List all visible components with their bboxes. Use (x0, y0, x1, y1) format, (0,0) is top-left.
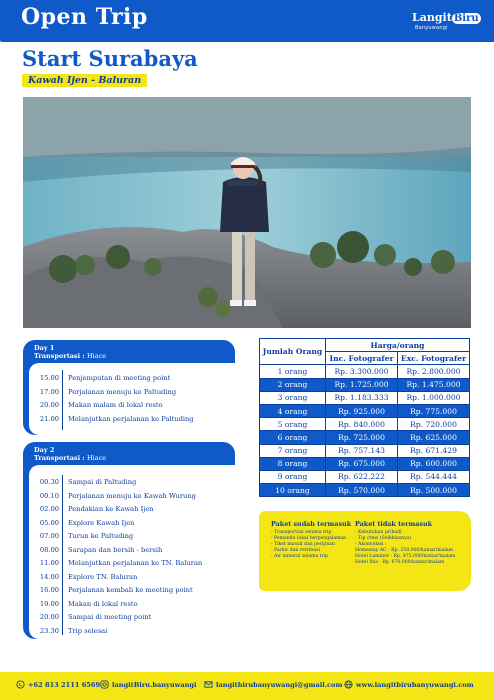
list-item: - Tip crew (Seikhlasnya) (355, 536, 412, 541)
route-badge: Kawah Ijen - Baluran (22, 74, 147, 87)
phone-contact[interactable] (16, 680, 100, 689)
list-item: - Transportasi selama trip (271, 530, 332, 535)
mail-icon (204, 680, 213, 689)
table-row: 1 orang Rp. 3.300.000 Rp. 2.800.000 (260, 365, 470, 378)
table-row: 3 orang Rp. 1.183.333 Rp. 1.000.000 (260, 391, 470, 404)
list-item: Hotel Luminor - Rp. 475.000/kamar/malam (355, 554, 456, 559)
list-item: Hotel Ibis - Rp. 670.000/kamar/malam (355, 560, 445, 565)
day-2-card (23, 442, 235, 639)
instagram-handle: langitBiru.banyuwangi (112, 680, 197, 689)
list-item: - Akomodasi : (355, 542, 387, 547)
logo-badge: Biru (453, 13, 479, 24)
list-item: - Pemandu lokal berpengalaman (271, 536, 347, 541)
day-2-schedule: 00.30 Sampai di Paltuding 00.10 Perjalanan menuju ke Kawah Wurung 02.00 Pendakian ke Kawah Ijen 05.00 Explore Kawah Ijen 07.00 Turun ke Paltuding 08.00 Sarapan dan bersih - bersih 11.00 Melanjutkan perjalanan ke TN. Baluran 14.00 Explore TN. Baluran 16.00 Perjalanan kembali ke meeting point 19.00 Makan di lokal resto 20.00 Sampai di meeting point 23.30 Trip selesai (29, 465, 235, 639)
col-people-header: Jumlah Orang (260, 339, 326, 365)
day-1-header (34, 344, 106, 360)
table-row: 7 orang Rp. 757.143 Rp. 671.429 (260, 444, 470, 457)
day-2-header (34, 446, 106, 462)
traveler-at-crater-lake-photo (23, 97, 471, 328)
day-1-transport-value: Hiace (86, 352, 107, 360)
list-item: - Kebutuhan pribadi (355, 530, 402, 535)
header-bar (0, 0, 494, 42)
globe-icon (344, 680, 353, 689)
footer-bar (0, 672, 494, 700)
day-2-label: Day 2 (34, 446, 55, 454)
page-title: Open Trip (21, 4, 148, 30)
table-row: 2 orang Rp. 1.725.000 Rp. 1.475.000 (260, 378, 470, 391)
start-city-title: Start Surabaya (22, 46, 198, 71)
col-inc-header: Inc. Fotografer (326, 352, 398, 365)
email-contact[interactable] (204, 680, 342, 689)
price-table (259, 338, 470, 497)
instagram-contact[interactable] (100, 680, 197, 689)
website-url: www.langitbirubanyuwangi.com (356, 680, 474, 689)
day-1-schedule: 15.00 Penjemputan di meeting point 17.00 Perjalanan menuju ke Paltuding 20.00 Makan malam di lokal resto 21.00 Melanjutkan perjalanan ke Paltuding (29, 363, 235, 435)
table-row: 9 orang Rp. 622.222 Rp. 544.444 (260, 470, 470, 483)
website-contact[interactable] (344, 680, 474, 689)
logo-text: Langit (412, 11, 452, 24)
table-row: 10 orang Rp. 570.000 Rp. 500.000 (260, 484, 470, 497)
day-1-card (23, 340, 235, 435)
col-group-header: Harga/orang (326, 339, 470, 352)
day-2-transport-label: Transportasi : (34, 454, 85, 462)
brand-logo[interactable] (412, 12, 478, 32)
whatsapp-icon (16, 680, 25, 689)
timeline-line (62, 370, 63, 430)
day-1-label: Day 1 (34, 344, 55, 352)
included-title: Paket sudah termasuk (271, 520, 352, 528)
table-row: 5 orang Rp. 840.000 Rp. 720.000 (260, 418, 470, 431)
timeline-line (62, 475, 63, 635)
col-exc-header: Exc. Fotografer (398, 352, 470, 365)
list-item: - Parkir dan retribusi (271, 548, 320, 553)
package-info-box (259, 511, 471, 591)
phone-number: +62 813 2111 6569 (28, 680, 101, 689)
table-row: 8 orang Rp. 675.000 Rp. 600.000 (260, 457, 470, 470)
day-1-transport-label: Transportasi : (34, 352, 85, 360)
day-2-transport-value: Hiace (86, 454, 107, 462)
instagram-icon (100, 680, 109, 689)
email-address: langitbirubanyuwangi@gmail.com (216, 680, 343, 689)
table-row: 4 orang Rp. 925.000 Rp. 775.000 (260, 404, 470, 417)
list-item: - Tiket masuk dan perijinan (271, 542, 335, 547)
list-item: Homestay AC - Rp. 250.000/kamar/malam (355, 548, 454, 553)
logo-subtitle: Banyuwangi (415, 25, 448, 31)
excluded-title: Paket tidak termasuk (355, 520, 433, 528)
table-row: 6 orang Rp. 725.000 Rp. 625.000 (260, 431, 470, 444)
list-item: - Air mineral selama trip (271, 554, 329, 559)
